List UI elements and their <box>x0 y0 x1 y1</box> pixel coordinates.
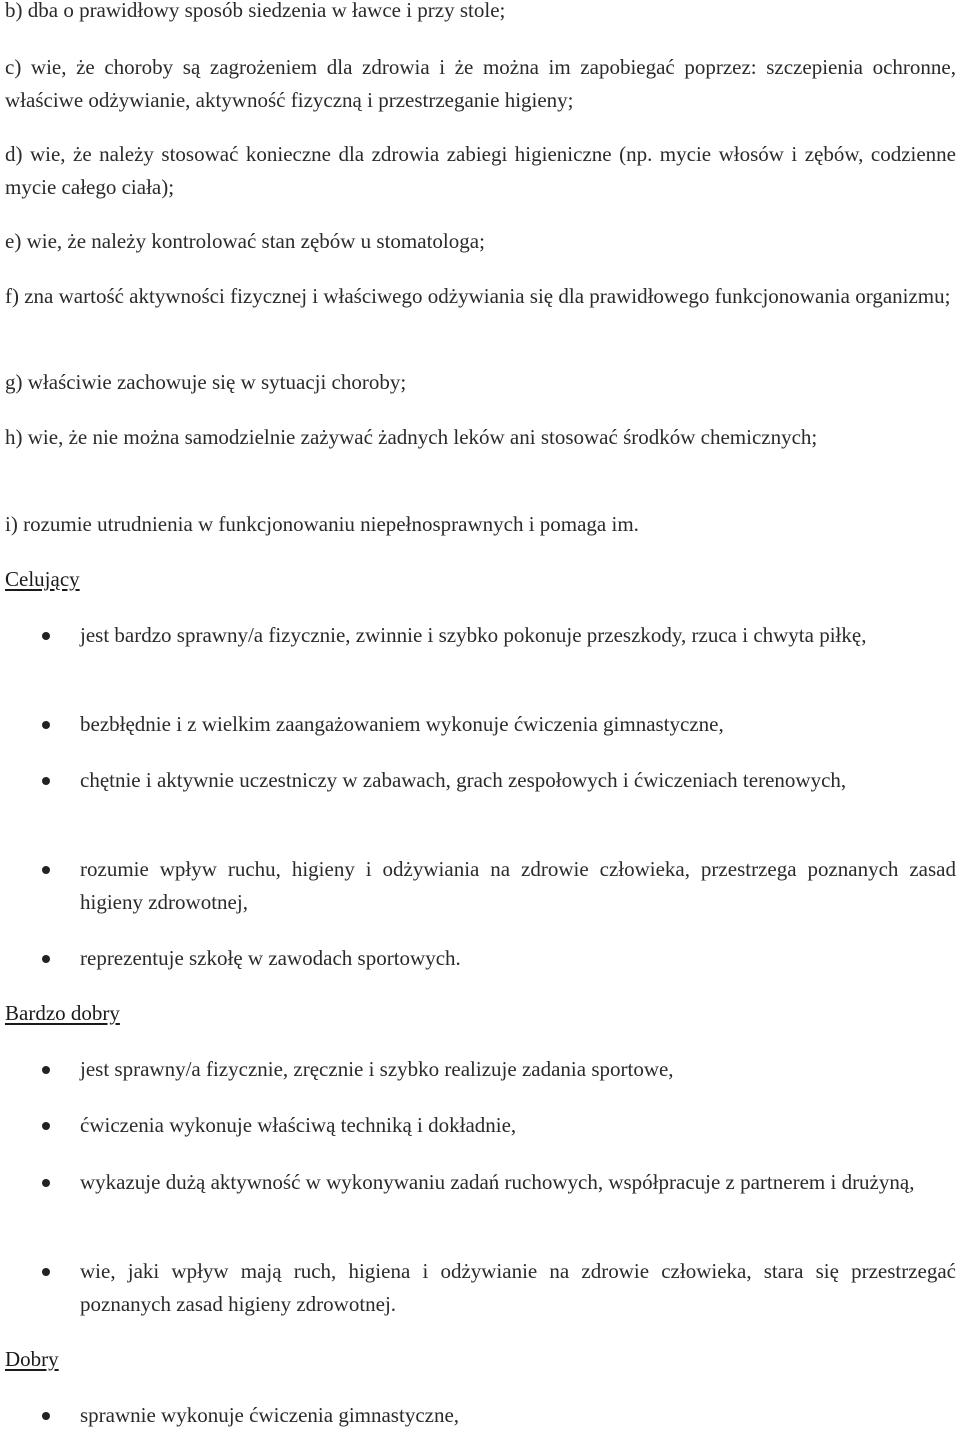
paragraph-f: f) zna wartość aktywności fizycznej i właściwego odżywiania się dla prawidłowego funkcjonowania organizmu; <box>5 284 951 308</box>
paragraph-d: d) wie, że należy stosować konieczne dla zdrowia zabiegi higieniczne (np. mycie włosów i zębów, codzienne mycie całego ciała); <box>5 142 956 199</box>
grade-heading-dobry: Dobry <box>5 1347 59 1371</box>
paragraph-i: i) rozumie utrudnienia w funkcjonowaniu niepełnosprawnych i pomaga im. <box>5 512 639 536</box>
list-item-text: bezbłędnie i z wielkim zaangażowaniem wykonuje ćwiczenia gimnastyczne, <box>80 712 724 736</box>
list-item-text: jest bardzo sprawny/a fizycznie, zwinnie i szybko pokonuje przeszkody, rzuca i chwyta piłkę, <box>80 623 867 647</box>
paragraph-h: h) wie, że nie można samodzielnie zażywać żadnych leków ani stosować środków chemicznych; <box>5 425 818 449</box>
list-item-text: sprawnie wykonuje ćwiczenia gimnastyczne, <box>80 1403 460 1427</box>
list-item-text: chętnie i aktywnie uczestniczy w zabawach, grach zespołowych i ćwiczeniach terenowych, <box>80 768 847 792</box>
bullet-icon <box>42 1268 50 1276</box>
paragraph-e: e) wie, że należy kontrolować stan zębów u stomatologa; <box>5 229 485 253</box>
bullet-icon <box>42 632 50 640</box>
list-item-text: wie, jaki wpływ mają ruch, higiena i odżywianie na zdrowie człowieka, stara się przestrzegać poznanych zasad higieny zdrowotnej. <box>80 1259 956 1316</box>
bullet-icon <box>42 1122 50 1130</box>
bullet-icon <box>42 955 50 963</box>
bullet-icon <box>42 866 50 874</box>
list-item-text: jest sprawny/a fizycznie, zręcznie i szybko realizuje zadania sportowe, <box>80 1057 674 1081</box>
paragraph-b: b) dba o prawidłowy sposób siedzenia w ławce i przy stole; <box>5 0 506 22</box>
bullet-icon <box>42 1179 50 1187</box>
list-item-text: wykazuje dużą aktywność w wykonywaniu zadań ruchowych, współpracuje z partnerem i drużyną, <box>80 1170 915 1194</box>
bullet-icon <box>42 721 50 729</box>
paragraph-c: c) wie, że choroby są zagrożeniem dla zdrowia i że można im zapobiegać poprzez: szczepienia ochronne, właściwe odżywianie, aktywność fizyczną i przestrzeganie higieny; <box>5 55 956 112</box>
list-item-text: rozumie wpływ ruchu, higieny i odżywiania na zdrowie człowieka, przestrzega poznanych zasad higieny zdrowotnej, <box>80 857 956 914</box>
paragraph-g: g) właściwie zachowuje się w sytuacji choroby; <box>5 370 407 394</box>
bullet-icon <box>42 1412 50 1420</box>
bullet-icon <box>42 777 50 785</box>
list-item-text: reprezentuje szkołę w zawodach sportowych. <box>80 946 461 970</box>
grade-heading-celujacy: Celujący <box>5 567 80 591</box>
list-item-text: ćwiczenia wykonuje właściwą techniką i dokładnie, <box>80 1113 517 1137</box>
grade-heading-bardzo-dobry: Bardzo dobry <box>5 1001 120 1025</box>
bullet-icon <box>42 1066 50 1074</box>
